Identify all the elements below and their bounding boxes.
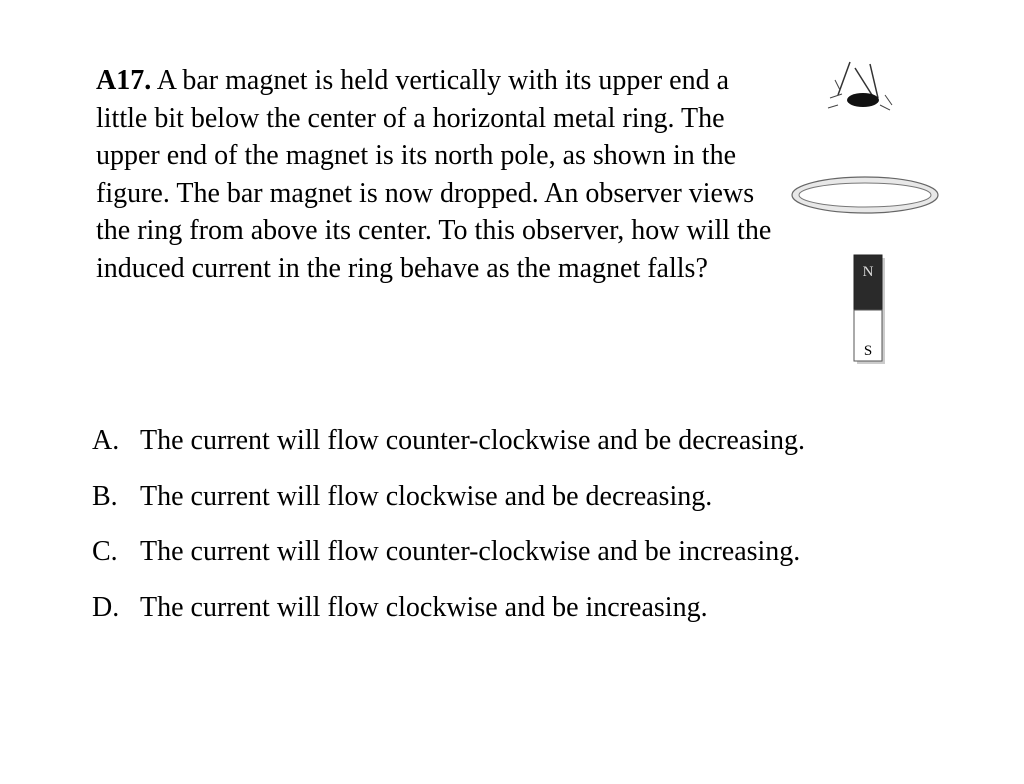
option-letter: D.: [92, 592, 120, 624]
option-letter: B.: [92, 480, 118, 512]
option-d[interactable]: [92, 588, 805, 644]
metal-ring: [792, 177, 938, 213]
north-label: N: [862, 264, 874, 280]
magnet-ring-figure: [780, 50, 960, 370]
bar-magnet: [854, 255, 885, 364]
option-text: The current will flow counter-clockwise and be decreasing.: [140, 425, 805, 456]
option-text: The current will flow counter-clockwise and be increasing.: [140, 536, 801, 568]
question-number: A17.: [96, 65, 152, 96]
option-text: The current will flow clockwise and be decreasing.: [140, 480, 713, 512]
option-letter: C.: [92, 536, 118, 568]
question-stem: [96, 62, 776, 288]
option-b[interactable]: [92, 477, 805, 533]
option-a[interactable]: [92, 421, 805, 477]
observer-eye-icon: [828, 62, 892, 110]
answer-options: [92, 421, 805, 644]
option-text: The current will flow clockwise and be increasing.: [140, 592, 708, 624]
option-c[interactable]: [92, 532, 805, 588]
option-letter: A.: [92, 425, 120, 456]
question-text: A bar magnet is held vertically with its upper end a little bit below the center of a horizontal metal ring. The upper end of the magnet is its north pole, as shown in the figure. The bar magnet is now dropped. An observer views the ring from above its center. To this observer, how will the induced current in the ring behave as the magnet falls?: [96, 65, 772, 284]
south-label: S: [863, 343, 873, 359]
